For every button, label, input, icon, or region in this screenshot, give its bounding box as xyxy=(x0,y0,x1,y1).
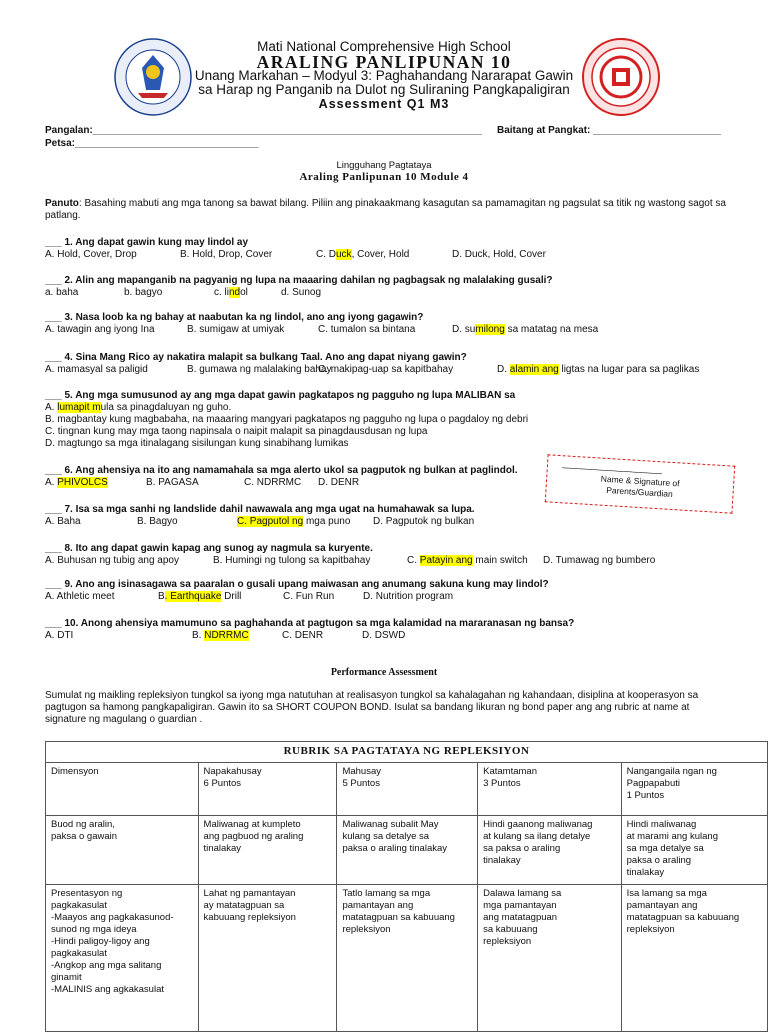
rubric-cell-line: repleksiyon xyxy=(342,924,391,935)
rubric-cell-line: sa paksa o araling xyxy=(483,843,561,854)
rubric-cell-line: kabuuang repleksiyon xyxy=(203,912,296,923)
rubric-cell-line: Maliwanag subalit May xyxy=(342,819,439,830)
school-name: Mati National Comprehensive High School xyxy=(257,39,511,54)
q8-option-d[interactable]: D. Tumawag ng bumbero xyxy=(543,555,656,566)
rubric-cell-line: matatagpuan sa kabuuang xyxy=(342,912,455,923)
rubric-cell-line: tinalakay xyxy=(203,843,242,854)
rubric-cell-line: 1 Puntos xyxy=(626,790,665,801)
grade-section-field[interactable]: Baitang at Pangkat: _______________________ xyxy=(497,125,722,136)
q6-option-b[interactable]: B. PAGASA xyxy=(146,477,199,488)
q2-option-d[interactable]: d. Sunog xyxy=(281,287,322,298)
rubric-cell xyxy=(621,816,767,885)
question-5: ___ 5. Ang mga sumusunod ay ang mga dapat gawin pagkatapos ng pagguho ng lupa MALIBAN sa xyxy=(45,390,516,401)
q6-option-a-highlight: PHIVOLCS xyxy=(57,477,108,488)
question-4: ___ 4. Sina Mang Rico ay nakatira malapit sa bulkang Taal. Ano ang dapat niyang gawin? xyxy=(45,352,467,363)
q7-option-c-highlight: C. Pagputol ng xyxy=(237,516,304,527)
rubric-title: RUBRIK SA PAGTATAYA NG REPLEKSIYON xyxy=(46,742,768,763)
signature-line: ____________________ xyxy=(561,458,663,475)
rubric-cell xyxy=(198,885,337,1032)
q1-option-d[interactable]: D. Duck, Hold, Cover xyxy=(452,249,546,260)
q5-option-a[interactable] xyxy=(45,402,231,413)
assessment-title: Assessment Q1 M3 xyxy=(318,97,450,111)
rubric-cell xyxy=(478,885,622,1032)
rubric-cell-line: ang pagbuod ng araling xyxy=(203,831,304,842)
date-field[interactable]: Petsa:_________________________________ xyxy=(45,138,259,149)
rubric-cell xyxy=(621,885,767,1032)
rubric-cell xyxy=(46,885,199,1032)
q6-option-c[interactable]: C. NDRRMC xyxy=(244,477,302,488)
rubric-cell-line: paksa o araling tinalakay xyxy=(342,843,448,854)
q8-option-b[interactable]: B. Humingi ng tulong sa kapitbahay xyxy=(213,555,371,566)
q4-option-d-pre: D. xyxy=(497,364,510,375)
question-8: ___ 8. Ito ang dapat gawin kapag ang sunog ay nagmula sa kuryente. xyxy=(45,543,373,554)
rubric-cell-line: repleksiyon xyxy=(626,924,675,935)
q8-option-c[interactable] xyxy=(407,555,528,566)
q5-option-a-highlight: lumapit m xyxy=(57,402,101,413)
rubric-cell-line: Hindi gaanong maliwanag xyxy=(483,819,593,830)
rubric-cell-line: -Hindi paligoy-ligoy ang xyxy=(51,936,150,947)
rubric-cell-line: matatagpuan sa kabuuang xyxy=(626,912,740,923)
q9-option-a[interactable]: A. Athletic meet xyxy=(45,591,115,602)
rubric-cell xyxy=(337,816,478,885)
rubric-cell-line: Maliwanag at kumpleto xyxy=(203,819,301,830)
question-9: ___ 9. Ano ang isinasagawa sa paaralan o gusali upang maiwasan ang anumang sakuna kung may lindol? xyxy=(45,579,549,590)
module-line-1: Unang Markahan – Modyul 3: Paghahandang Nararapat Gawin xyxy=(194,68,574,83)
signature-label-1: Name & Signature of xyxy=(600,473,680,489)
q1-option-a[interactable]: A. Hold, Cover, Drop xyxy=(45,249,137,260)
rubric-cell-line: repleksiyon xyxy=(483,936,532,947)
q5-option-c[interactable]: C. tingnan kung may mga taong napinsala o naipit malapit sa pinagdausdusan ng lupa xyxy=(45,426,428,437)
rubric-cell-line: pagkakasulat xyxy=(51,900,107,911)
performance-title: Performance Assessment xyxy=(330,667,438,678)
module-title: Araling Panlipunan 10 Module 4 xyxy=(299,171,469,183)
rubric-cell-line: Hindi maliwanag xyxy=(626,819,697,830)
q4-option-a[interactable]: A. mamasyal sa paligid xyxy=(45,364,148,375)
rubric-cell-line: tinalakay xyxy=(483,855,521,866)
q3-option-d[interactable] xyxy=(452,324,598,335)
rubric-cell-line: -Maayos ang pagkakasunod- xyxy=(51,912,174,923)
q9-option-b[interactable] xyxy=(158,591,241,602)
signature-label-2: Parents/Guardian xyxy=(605,484,674,500)
rubric-header-cell xyxy=(478,763,622,816)
rubric-cell xyxy=(198,816,337,885)
q2-option-c-post: ol xyxy=(240,287,248,298)
q9-option-b-pre: B xyxy=(158,591,165,602)
rubric-cell-line: kulang sa detalye sa xyxy=(342,831,430,842)
q2-option-c-pre: c. li xyxy=(214,287,229,298)
q9-option-b-post: Drill xyxy=(221,591,242,602)
q10-option-c[interactable]: C. DENR xyxy=(282,630,324,641)
rubric-cell-line: 3 Puntos xyxy=(483,778,521,789)
q9-option-d[interactable]: D. Nutrition program xyxy=(363,591,454,602)
rubric-cell-line: pagkakasulat xyxy=(51,948,107,959)
q8-option-a[interactable]: A. Buhusan ng tubig ang apoy xyxy=(45,555,179,566)
rubric-cell-line: sa mga detalye sa xyxy=(626,843,704,854)
q4-option-d[interactable] xyxy=(497,364,699,375)
q7-option-a[interactable]: A. Baha xyxy=(45,516,81,527)
rubric-cell-line: 6 Puntos xyxy=(203,778,242,789)
q3-option-a[interactable]: A. tawagin ang iyong Ina xyxy=(45,324,155,335)
q2-option-a[interactable]: a. baha xyxy=(45,287,79,298)
rubric-cell xyxy=(478,816,622,885)
q1-option-c-pre: C. D xyxy=(316,249,336,260)
q2-option-b[interactable]: b. bagyo xyxy=(124,287,163,298)
rubric-cell-line: Katamtaman xyxy=(483,766,537,777)
instructions-label: Panuto xyxy=(45,198,79,209)
rubric-cell-line: Mahusay xyxy=(342,766,382,777)
question-6: ___ 6. Ang ahensiya na ito ang namamahala sa mga alerto ukol sa pagputok ng bulkan at paglindol. xyxy=(45,465,518,476)
rubric-row xyxy=(46,816,768,885)
question-2: ___ 2. Alin ang mapanganib na pagyanig ng lupa na maaaring dahilan ng pagbagsak ng malalaking gusali? xyxy=(45,275,553,286)
rubric-cell-line: Pagpapabuti xyxy=(626,778,680,789)
q10-option-b-pre: B. xyxy=(192,630,205,641)
rubric-cell-line: ay matatagpuan sa xyxy=(203,900,285,911)
rubric-cell-line: pamantayan ang xyxy=(342,900,414,911)
rubric-table xyxy=(45,741,768,1032)
rubric-cell-line: Nangangaila ngan ng xyxy=(626,766,717,777)
performance-instructions: Sumulat ng maikling repleksiyon tungkol sa iyong mga natutuhan at realisasyon tungkol sa kahalagahan ng kahandaan, disiplina at kooperasyon sa pagtugon sa hamong pangkapaligiran. Gawin ito sa SHORT COUPON BOND. Isulat sa bandang likuran ng bond paper ang ang rubric at name at signature ng magulang o guardian . xyxy=(45,690,699,725)
weekly-assessment-label: Lingguhang Pagtataya xyxy=(336,160,432,171)
rubric-cell-line: Dalawa lamang sa xyxy=(483,888,562,899)
q8-option-c-pre: C. xyxy=(407,555,420,566)
q4-option-b[interactable]: B. gumawa ng malalaking bahay xyxy=(187,364,332,375)
rubric-header-row xyxy=(46,763,768,816)
rubric-cell-line: -MALINIS ang agkakasulat xyxy=(51,984,165,995)
q1-option-c[interactable] xyxy=(316,249,409,260)
rubric-cell xyxy=(337,885,478,1032)
q7-option-b[interactable]: B. Bagyo xyxy=(137,516,178,527)
q1-option-c-highlight: uck xyxy=(336,249,352,260)
rubric-row xyxy=(46,885,768,1032)
q4-option-d-post: ligtas na lugar para sa paglikas xyxy=(558,364,700,375)
q3-option-b[interactable]: B. sumigaw at umiyak xyxy=(187,324,285,335)
q10-option-d[interactable]: D. DSWD xyxy=(362,630,406,641)
q10-option-b-highlight: NDRRMC xyxy=(204,630,249,641)
instructions-text: : Basahing mabuti ang mga tanong sa bawat bilang. Piliin ang pinakaakmang kasagutan sa pamamagitan ng pagsulat sa titik ng wastong sagot sa patlang. xyxy=(45,198,726,221)
rubric-cell-line: Buod ng aralin, xyxy=(51,819,115,830)
q10-option-b[interactable] xyxy=(192,630,249,641)
q6-option-a[interactable] xyxy=(45,477,108,488)
rubric-cell-line: at marami ang kulang xyxy=(626,831,718,842)
rubric-cell-line: Lahat ng pamantayan xyxy=(203,888,296,899)
q3-option-d-pre: D. su xyxy=(452,324,476,335)
question-1: ___ 1. Ang dapat gawin kung may lindol ay xyxy=(45,237,249,248)
rubric-header-cell xyxy=(337,763,478,816)
q4-option-c[interactable]: C. makipag-uap sa kapitbahay xyxy=(318,364,454,375)
q4-option-d-highlight: alamin ang xyxy=(509,364,559,375)
q5-option-b[interactable]: B. magbantay kung magbabaha, na maaaring mangyari pagkatapos ng pagguho ng lupa o pagdaloy ng debri xyxy=(45,414,529,425)
q5-option-a-post: ula sa pinagdaluyan ng guho. xyxy=(100,402,232,413)
q9-option-b-highlight: . Earthquake xyxy=(164,591,222,602)
q9-option-c[interactable]: C. Fun Run xyxy=(283,591,335,602)
q7-option-d[interactable]: D. Pagputok ng bulkan xyxy=(373,516,475,527)
q8-option-c-highlight: Patayin ang xyxy=(419,555,473,566)
rubric-cell-line: Dimensyon xyxy=(51,766,99,777)
q3-option-d-highlight: milong xyxy=(475,324,505,335)
q6-option-d[interactable]: D. DENR xyxy=(318,477,360,488)
rubric-cell-line: sunod ng mga ideya xyxy=(51,924,137,935)
q1-option-b[interactable]: B. Hold, Drop, Cover xyxy=(180,249,273,260)
module-line-2: sa Harap ng Panganib na Dulot ng Suliraning Pangkapaligiran xyxy=(198,82,570,97)
q7-option-c[interactable] xyxy=(237,516,350,527)
rubric-cell-line: at kulang sa ilang detalye xyxy=(483,831,591,842)
rubric-cell-line: Tatlo lamang sa mga xyxy=(342,888,431,899)
q10-option-a[interactable]: A. DTI xyxy=(45,630,74,641)
q7-option-c-post: mga puno xyxy=(303,516,351,527)
question-3: ___ 3. Nasa loob ka ng bahay at naabutan ka ng lindol, ano ang iyong gagawin? xyxy=(45,312,424,323)
rubric-cell-line: sa kabuuang xyxy=(483,924,538,935)
rubric-cell-line: ginamit xyxy=(51,972,82,983)
q1-option-c-post: , Cover, Hold xyxy=(351,249,410,260)
q2-option-c-highlight: nd xyxy=(229,287,241,298)
subject-title: ARALING PANLIPUNAN 10 xyxy=(256,52,512,72)
question-10: ___ 10. Anong ahensiya mamumuno sa paghahanda at pagtugon sa mga kalamidad na mararanasan ng bansa? xyxy=(45,618,575,629)
q5-option-d[interactable]: D. magtungo sa mga itinalagang sisilungan kung sinabihang lumikas xyxy=(45,438,349,449)
rubric-cell-line: paksa o gawain xyxy=(51,831,118,842)
rubric-cell xyxy=(46,816,199,885)
rubric-header-cell xyxy=(198,763,337,816)
rubric-cell-line: ang matatagpuan xyxy=(483,912,558,923)
q6-option-a-pre: A. xyxy=(45,477,58,488)
q3-option-c[interactable]: C. tumalon sa bintana xyxy=(318,324,416,335)
name-field[interactable]: Pangalan:______________________________________________________________________ xyxy=(45,125,483,136)
rubric-cell-line: paksa o araling xyxy=(626,855,692,866)
rubric-cell-line: Presentasyon ng xyxy=(51,888,123,899)
rubric-cell-line: 5 Puntos xyxy=(342,778,380,789)
q5-option-a-pre: A. xyxy=(45,402,58,413)
rubric-header-cell xyxy=(621,763,767,816)
rubric-cell-line: mga pamantayan xyxy=(483,900,557,911)
rubric-cell-line: tinalakay xyxy=(626,867,665,878)
rubric-cell-line: pamantayan ang xyxy=(626,900,698,911)
q3-option-d-post: sa matatag na mesa xyxy=(504,324,599,335)
rubric-cell-line: Napakahusay xyxy=(203,766,262,777)
q2-option-c[interactable] xyxy=(214,287,248,298)
instructions xyxy=(45,198,760,222)
rubric-header-cell xyxy=(46,763,199,816)
parent-signature-box[interactable] xyxy=(545,454,736,513)
rubric-cell-line: -Angkop ang mga salitang xyxy=(51,960,162,971)
rubric-cell-line: Isa lamang sa mga xyxy=(626,888,707,899)
question-7: ___ 7. Isa sa mga sanhi ng landslide dahil nawawala ang mga ugat na humahawak sa lupa. xyxy=(45,504,475,515)
q8-option-c-post: main switch xyxy=(472,555,528,566)
